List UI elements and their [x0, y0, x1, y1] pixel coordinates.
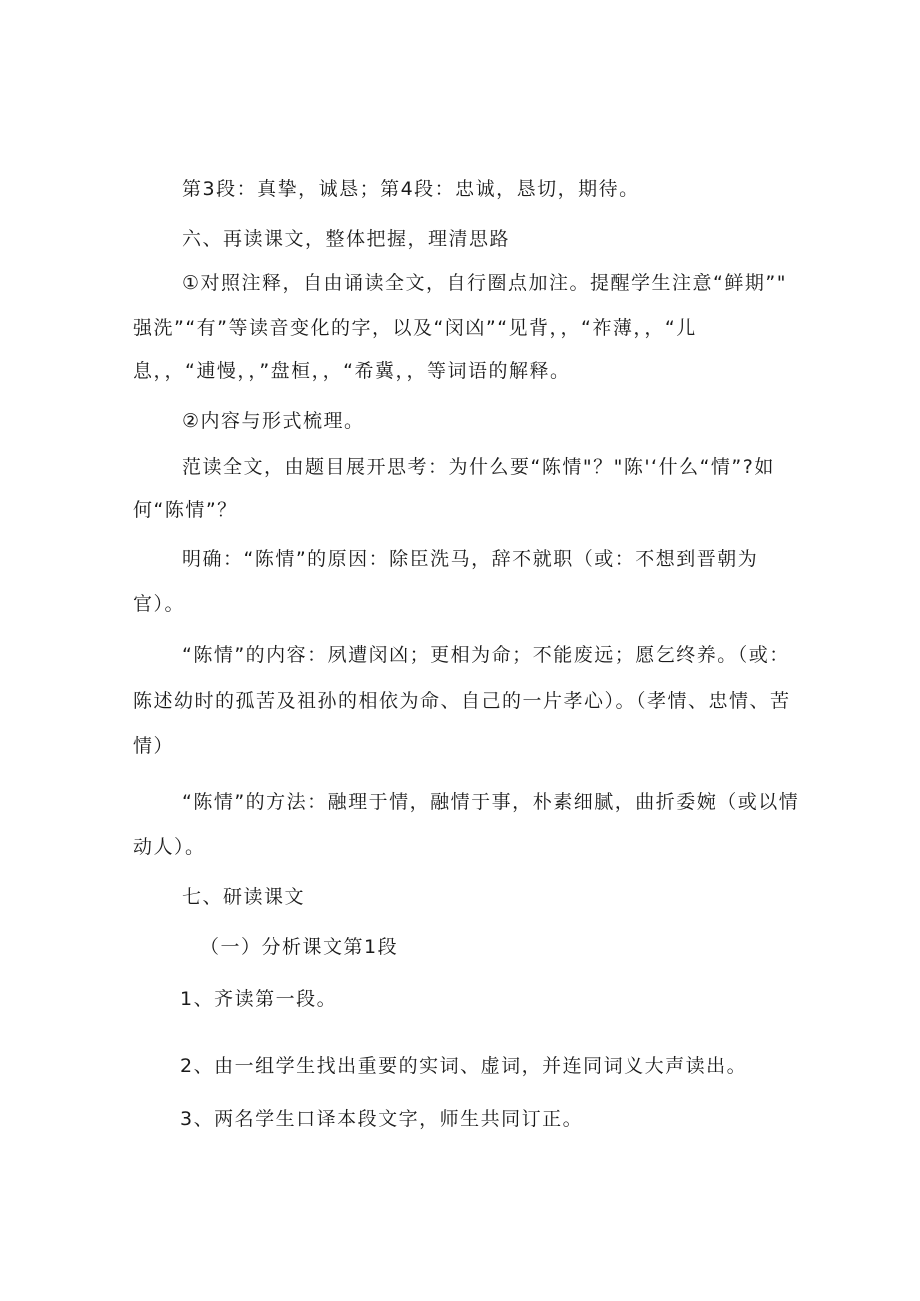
- paragraph-line: 第3段：真挚，诚恳；第4段：忠诚，恳切，期待。: [182, 178, 640, 200]
- paragraph-line: 官）。: [133, 593, 186, 615]
- list-item: 1、齐读第一段。: [180, 988, 338, 1010]
- paragraph-line: “陈情”的内容：夙遭闵凶；更相为命；不能废远；愿乞终养。（或：: [182, 644, 790, 666]
- paragraph-line: 明确：“陈情”的原因：除臣洗马，辞不就职（或：不想到晋朝为: [182, 548, 759, 570]
- paragraph-line: 动人）。: [133, 836, 206, 858]
- paragraph-line: 息，，“逋慢，，”盘桓，，“希冀，，等词语的解释。: [133, 360, 571, 382]
- paragraph-line: 范读全文，由题目展开思考：为什么要“陈情"？"陈'‘什么“情”?如: [182, 456, 775, 478]
- paragraph-line: “陈情”的方法：融理于情，融情于事，朴素细腻，曲折委婉（或以情: [182, 791, 800, 813]
- paragraph-line: 情）: [133, 735, 175, 757]
- section-heading: 六、再读课文，整体把握，理清思路: [182, 228, 511, 250]
- paragraph-line: 强洗”“有”等读音变化的字，以及“闵凶”“见背，，“祚薄，，“儿: [133, 317, 697, 339]
- paragraph-line: 陈述幼时的孤苦及祖孙的相依为命、自己的一片孝心）。（孝情、忠情、苦: [133, 690, 791, 712]
- subsection-heading: （一）分析课文第1段: [200, 936, 399, 958]
- list-item: 2、由一组学生找出重要的实词、虚词，并连同词义大声读出。: [180, 1055, 748, 1077]
- paragraph-line: ②内容与形式梳理。: [182, 410, 365, 432]
- paragraph-line: 何“陈情”？: [133, 499, 238, 521]
- list-item: 3、两名学生口译本段文字，师生共同订正。: [180, 1108, 584, 1130]
- section-heading: 七、研读课文: [182, 886, 306, 908]
- paragraph-line: ①对照注释，自由诵读全文，自行圈点加注。提醒学生注意“鲜期”": [182, 272, 787, 294]
